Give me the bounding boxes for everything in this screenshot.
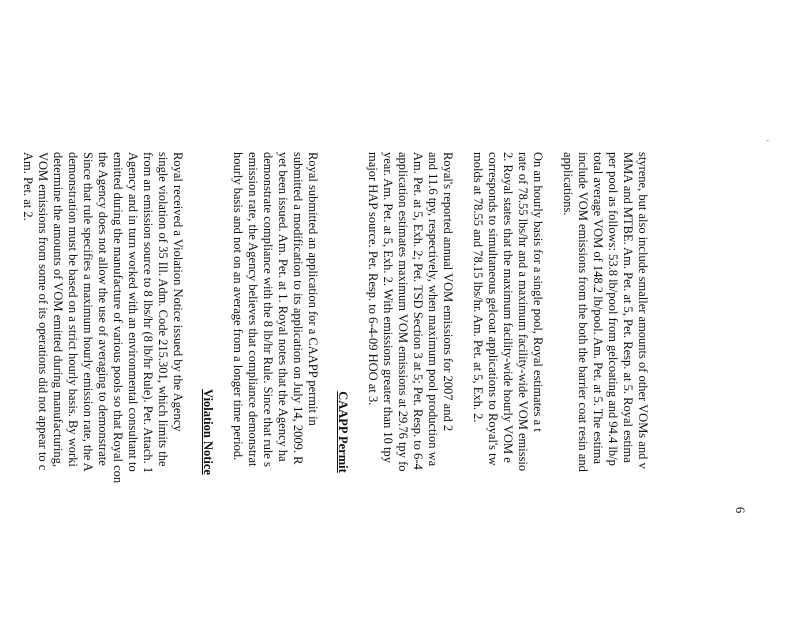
text-line: demonstration must be based on a strict hourly basis. By worki: [66, 152, 80, 467]
text-line: styrene, but also include smaller amounts of other VOMs and v: [636, 152, 650, 469]
text-line: Royal received a Violation Notice issued by the Agency: [171, 152, 185, 432]
text-line: Am. Pet. at 2.: [21, 152, 35, 221]
text-line: Agency and in turn worked with an environmental consultant to: [126, 152, 140, 472]
text-line: total average VOM of 148.2 lb/pool. Am. Pet. at 5. The estima: [591, 152, 605, 464]
text-line: emitted during the manufacture of various pools so that Royal con: [111, 152, 125, 484]
paragraph-caapp-permit: [230, 152, 320, 618]
section-heading-violation-notice: Violation Notice: [201, 389, 215, 475]
text-line: Royal submitted an application for a CAAPP permit in: [306, 152, 320, 426]
paragraph-voc-composition: [560, 152, 650, 618]
paragraph-violation-notice: [20, 152, 185, 618]
text-line: from an emission source to 8 lbs/hr (8 lb/hr Rule). Pet. Attach. 1: [141, 152, 155, 474]
text-line: demonstrate compliance with the 8 lb/hr Rule. Since that rule s: [261, 152, 275, 467]
text-line: emission rate, the Agency believes that compliance demonstrat: [246, 152, 260, 467]
text-line: 2. Royal states that the maximum facility-wide hourly VOM e: [501, 152, 515, 463]
text-line: molds at 78.55 and 78.15 lbs/hr. Am. Pet. at 5, Exh. 2.: [471, 152, 485, 423]
text-line: Am. Pet. at 5, Exh. 2; Pet. TSD Section 3 at 5; Pet. Resp. to 6-4: [411, 152, 425, 470]
text-line: applications.: [561, 152, 575, 216]
text-line: Royal's reported annual VOM emissions for 2007 and 2: [441, 152, 455, 432]
text-line: major HAP source. Pet. Resp. to 6-4-09 HOO at 3.: [366, 152, 380, 406]
text-line: corresponds to simultaneous gelcoat applications to Royal's tw: [486, 152, 500, 466]
text-line: VOM emissions from some of its operations did not appear to c: [36, 152, 50, 471]
scan-mark: ': [761, 140, 770, 142]
page-body: [20, 152, 650, 618]
text-line: On an hourly basis for a single pool, Royal estimates a t: [531, 152, 545, 432]
text-line: include VOM emissions from the both the barrier coat resin and: [576, 152, 590, 472]
text-line: per pool as follows: 53.8 lb/pool from gelcoating and 94.4 lb/p: [606, 152, 620, 466]
text-line: year. Am. Pet. at 5, Exh. 2. With emissions greater than 10 tpy: [381, 152, 395, 464]
text-line: MMA and MTBE. Am. Pet. at 5, Pet. Resp. at 5. Royal estima: [621, 152, 635, 463]
paragraph-annual-emissions: [365, 152, 455, 618]
text-line: rate of 78.55 lbs/hr and a maximum facility-wide VOM emissio: [516, 152, 530, 472]
text-line: yet been issued. Am. Pet. at 1. Royal notes that the Agency ha: [276, 152, 290, 462]
text-line: the Agency does not allow the use of averaging to demonstrate: [96, 152, 110, 466]
text-line: single violation of 35 Ill. Adm. Code 215.301, which limits the: [156, 152, 170, 467]
text-line: application estimates maximum VOM emissions at 29.76 tpy fo: [396, 152, 410, 472]
text-line: Since that rule specifies a maximum hourly emission rate, the A: [81, 152, 95, 472]
section-heading-caapp-permit: CAAPP Permit: [336, 391, 350, 473]
paragraph-hourly-rate: [470, 152, 545, 618]
text-line: submitted a modification to its application on July 14, 2009. R: [291, 152, 305, 465]
text-line: determine the amounts of VOM emitted during manufacturing,: [51, 152, 65, 467]
text-line: and 11.6 tpy, respectively, when maximum pool production wa: [426, 152, 440, 467]
text-line: hourly basis and not on an average from a longer time period.: [231, 152, 245, 461]
page-number: 6: [733, 506, 748, 514]
